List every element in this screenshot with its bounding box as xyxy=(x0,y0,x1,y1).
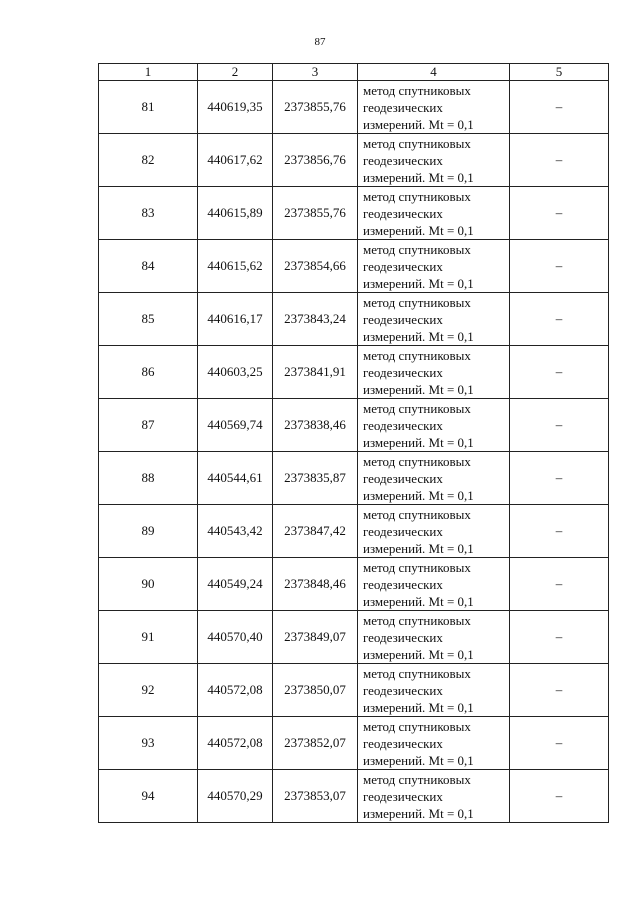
method-cell xyxy=(358,558,510,611)
x-coordinate-cell: 440603,25 xyxy=(198,346,273,399)
header-col-5: 5 xyxy=(510,64,609,81)
y-coordinate-cell: 2373843,24 xyxy=(273,293,358,346)
method-cell xyxy=(358,717,510,770)
page-number: 87 xyxy=(314,36,326,48)
point-number-cell: 94 xyxy=(99,770,198,823)
method-line: измерений. Mt = 0,1 xyxy=(363,328,474,344)
table-row xyxy=(99,346,609,399)
y-coordinate-cell: 2373854,66 xyxy=(273,240,358,293)
method-line: геодезических xyxy=(363,417,443,433)
table-row xyxy=(99,770,609,823)
table-row xyxy=(99,664,609,717)
x-coordinate-cell: 440570,29 xyxy=(198,770,273,823)
method-line: метод спутниковых xyxy=(363,400,471,416)
point-number-cell: 89 xyxy=(99,505,198,558)
method-line: метод спутниковых xyxy=(363,294,471,310)
method-line: метод спутниковых xyxy=(363,188,471,204)
method-line: метод спутниковых xyxy=(363,82,471,98)
point-number-cell: 81 xyxy=(99,81,198,134)
note-cell: – xyxy=(510,346,609,399)
table-row xyxy=(99,505,609,558)
method-cell xyxy=(358,664,510,717)
method-line: измерений. Mt = 0,1 xyxy=(363,540,474,556)
x-coordinate-cell: 440544,61 xyxy=(198,452,273,505)
point-number-cell: 88 xyxy=(99,452,198,505)
method-line: измерений. Mt = 0,1 xyxy=(363,593,474,609)
table-row xyxy=(99,717,609,770)
note-cell: – xyxy=(510,134,609,187)
method-line: геодезических xyxy=(363,629,443,645)
x-coordinate-cell: 440617,62 xyxy=(198,134,273,187)
header-col-2: 2 xyxy=(198,64,273,81)
method-cell xyxy=(358,452,510,505)
method-line: геодезических xyxy=(363,311,443,327)
note-cell: – xyxy=(510,293,609,346)
method-line: метод спутниковых xyxy=(363,718,471,734)
x-coordinate-cell: 440570,40 xyxy=(198,611,273,664)
method-cell xyxy=(358,240,510,293)
method-cell xyxy=(358,399,510,452)
header-row xyxy=(99,64,609,81)
note-cell: – xyxy=(510,664,609,717)
method-line: геодезических xyxy=(363,258,443,274)
method-line: метод спутниковых xyxy=(363,559,471,575)
table-header xyxy=(99,64,609,81)
method-line: метод спутниковых xyxy=(363,665,471,681)
method-line: измерений. Mt = 0,1 xyxy=(363,646,474,662)
point-number-cell: 93 xyxy=(99,717,198,770)
y-coordinate-cell: 2373849,07 xyxy=(273,611,358,664)
y-coordinate-cell: 2373855,76 xyxy=(273,81,358,134)
x-coordinate-cell: 440619,35 xyxy=(198,81,273,134)
method-line: метод спутниковых xyxy=(363,135,471,151)
point-number-cell: 85 xyxy=(99,293,198,346)
point-number-cell: 82 xyxy=(99,134,198,187)
y-coordinate-cell: 2373835,87 xyxy=(273,452,358,505)
y-coordinate-cell: 2373852,07 xyxy=(273,717,358,770)
method-line: геодезических xyxy=(363,364,443,380)
table-row xyxy=(99,452,609,505)
x-coordinate-cell: 440569,74 xyxy=(198,399,273,452)
point-number-cell: 83 xyxy=(99,187,198,240)
x-coordinate-cell: 440616,17 xyxy=(198,293,273,346)
method-cell xyxy=(358,611,510,664)
method-line: метод спутниковых xyxy=(363,771,471,787)
method-line: измерений. Mt = 0,1 xyxy=(363,805,474,821)
method-line: измерений. Mt = 0,1 xyxy=(363,222,474,238)
note-cell: – xyxy=(510,187,609,240)
y-coordinate-cell: 2373841,91 xyxy=(273,346,358,399)
header-col-3: 3 xyxy=(273,64,358,81)
note-cell: – xyxy=(510,452,609,505)
y-coordinate-cell: 2373848,46 xyxy=(273,558,358,611)
method-line: измерений. Mt = 0,1 xyxy=(363,381,474,397)
table-row xyxy=(99,134,609,187)
table-row xyxy=(99,240,609,293)
x-coordinate-cell: 440543,42 xyxy=(198,505,273,558)
note-cell: – xyxy=(510,611,609,664)
note-cell: – xyxy=(510,81,609,134)
y-coordinate-cell: 2373847,42 xyxy=(273,505,358,558)
method-cell xyxy=(358,346,510,399)
method-line: измерений. Mt = 0,1 xyxy=(363,169,474,185)
table-body xyxy=(99,81,609,823)
method-line: измерений. Mt = 0,1 xyxy=(363,275,474,291)
method-cell xyxy=(358,134,510,187)
table-row xyxy=(99,81,609,134)
method-line: геодезических xyxy=(363,205,443,221)
method-cell xyxy=(358,81,510,134)
y-coordinate-cell: 2373855,76 xyxy=(273,187,358,240)
note-cell: – xyxy=(510,240,609,293)
y-coordinate-cell: 2373853,07 xyxy=(273,770,358,823)
x-coordinate-cell: 440615,89 xyxy=(198,187,273,240)
coordinates-table xyxy=(98,63,609,823)
method-line: геодезических xyxy=(363,682,443,698)
y-coordinate-cell: 2373850,07 xyxy=(273,664,358,717)
method-line: метод спутниковых xyxy=(363,506,471,522)
method-line: измерений. Mt = 0,1 xyxy=(363,699,474,715)
note-cell: – xyxy=(510,558,609,611)
note-cell: – xyxy=(510,399,609,452)
point-number-cell: 87 xyxy=(99,399,198,452)
method-cell xyxy=(358,187,510,240)
table-row xyxy=(99,611,609,664)
method-line: измерений. Mt = 0,1 xyxy=(363,487,474,503)
method-line: геодезических xyxy=(363,576,443,592)
header-col-1: 1 xyxy=(99,64,198,81)
method-cell xyxy=(358,505,510,558)
method-line: метод спутниковых xyxy=(363,241,471,257)
method-line: геодезических xyxy=(363,523,443,539)
note-cell: – xyxy=(510,770,609,823)
point-number-cell: 92 xyxy=(99,664,198,717)
x-coordinate-cell: 440572,08 xyxy=(198,664,273,717)
y-coordinate-cell: 2373838,46 xyxy=(273,399,358,452)
method-line: метод спутниковых xyxy=(363,612,471,628)
note-cell: – xyxy=(510,505,609,558)
header-col-4: 4 xyxy=(358,64,510,81)
x-coordinate-cell: 440615,62 xyxy=(198,240,273,293)
method-line: метод спутниковых xyxy=(363,453,471,469)
method-line: измерений. Mt = 0,1 xyxy=(363,752,474,768)
y-coordinate-cell: 2373856,76 xyxy=(273,134,358,187)
table-row xyxy=(99,399,609,452)
method-cell xyxy=(358,770,510,823)
table-row xyxy=(99,558,609,611)
point-number-cell: 84 xyxy=(99,240,198,293)
method-cell xyxy=(358,293,510,346)
point-number-cell: 90 xyxy=(99,558,198,611)
method-line: геодезических xyxy=(363,152,443,168)
point-number-cell: 86 xyxy=(99,346,198,399)
method-line: измерений. Mt = 0,1 xyxy=(363,116,474,132)
method-line: геодезических xyxy=(363,735,443,751)
method-line: геодезических xyxy=(363,99,443,115)
x-coordinate-cell: 440549,24 xyxy=(198,558,273,611)
x-coordinate-cell: 440572,08 xyxy=(198,717,273,770)
table-row xyxy=(99,187,609,240)
method-line: геодезических xyxy=(363,788,443,804)
method-line: геодезических xyxy=(363,470,443,486)
method-line: измерений. Mt = 0,1 xyxy=(363,434,474,450)
note-cell: – xyxy=(510,717,609,770)
method-line: метод спутниковых xyxy=(363,347,471,363)
point-number-cell: 91 xyxy=(99,611,198,664)
table-row xyxy=(99,293,609,346)
